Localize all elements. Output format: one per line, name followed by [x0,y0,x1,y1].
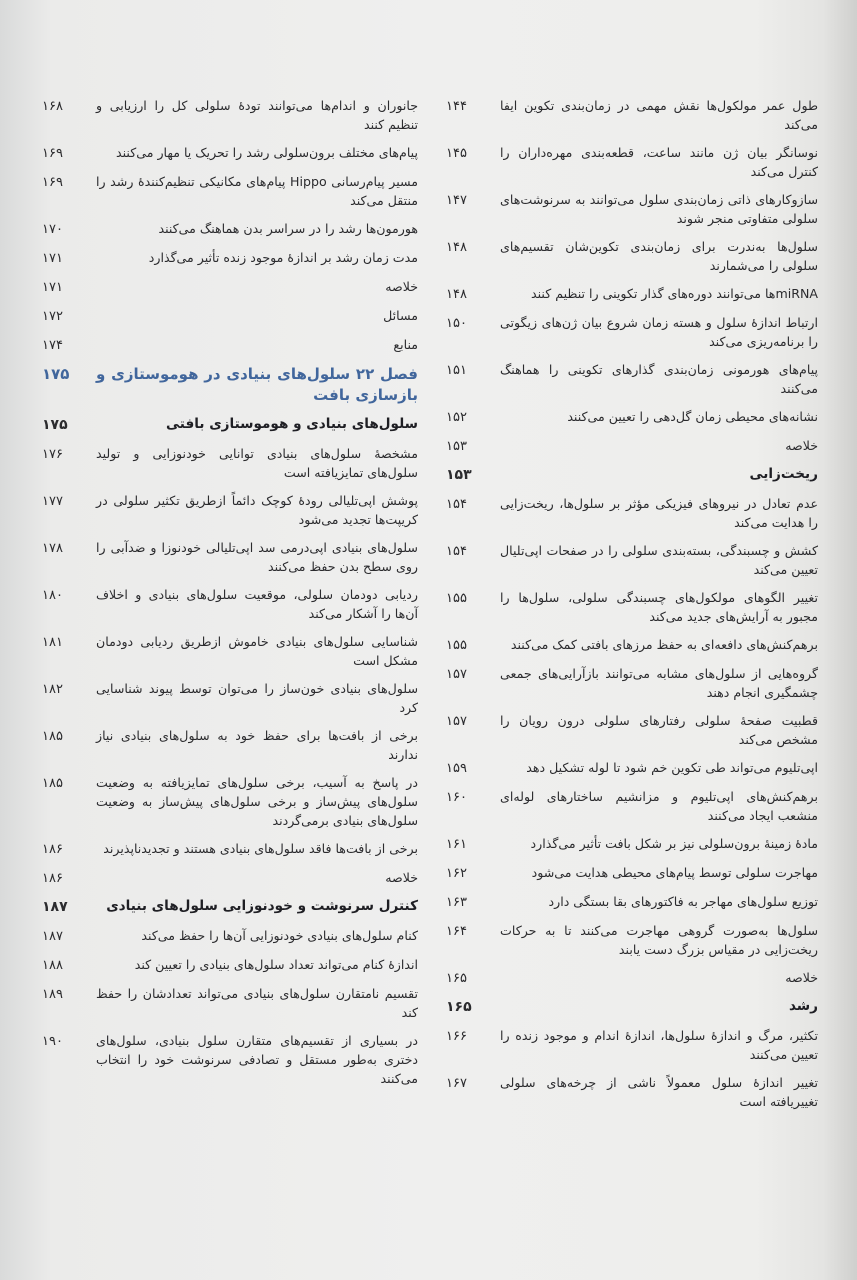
toc-entry-title: ردیابی دودمان سلولی، موقعیت سلول‌های بنیادی و اخلاف آن‌ها را آشکار می‌کند [96,587,418,621]
toc-entry [42,585,418,623]
toc-entry-title: سلول‌های بنیادی اپی‌درمی سد اپی‌تلیالی خودنوزا و ضدآبی را روی سطح بدن حفظ می‌کنند [96,540,418,574]
toc-page-number: ۱۸۶ [42,871,63,886]
toc-entry-title: تکثیر، مرگ و اندازهٔ سلول‌ها، اندازهٔ اندام و موجود زنده را تعیین می‌کنند [500,1028,818,1062]
toc-entry-title: نوسانگر بیان ژن مانند ساعت، قطعه‌بندی مهره‌داران را کنترل می‌کند [500,145,818,179]
toc-entry-title: پیام‌های مختلف برون‌سلولی رشد را تحریک یا مهار می‌کنند [116,145,418,160]
toc-entry [446,237,818,275]
toc-page-number: ۱۶۲ [446,866,467,881]
toc-entry [446,664,818,702]
toc-page-number: ۱۶۷ [446,1076,467,1091]
toc-entry-title: نشانه‌های محیطی زمان گل‌دهی را تعیین می‌کنند [567,409,818,424]
toc-entry [446,1026,818,1064]
toc-entry-title: گروه‌هایی از سلول‌های مشابه می‌توانند بازآرایی‌های جمعی چشمگیری انجام دهند [500,666,818,700]
toc-page-number: ۱۸۷ [42,899,68,915]
toc-entry-title: سلول‌های بنیادی خون‌ساز را می‌توان توسط پیوند شناسایی کرد [96,681,418,715]
toc-entry [446,635,818,655]
toc-page-number: ۱۷۲ [42,309,63,324]
toc-entry-title: طول عمر مولکول‌ها نقش مهمی در زمان‌بندی تکوین ایفا می‌کند [500,98,818,132]
toc-page-number: ۱۸۵ [42,729,63,744]
toc-entry [42,172,418,210]
toc-section-heading [446,465,818,485]
toc-entry [42,773,418,830]
toc-entry [446,758,818,778]
toc-page-number: ۱۷۱ [42,251,63,266]
toc-page-number: ۱۵۴ [446,544,467,559]
toc-page-number: ۱۶۹ [42,146,63,161]
toc-entry-title: تغییر اندازهٔ سلول معمولاً ناشی از چرخه‌های سلولی تغییریافته است [500,1075,818,1109]
toc-entry [42,143,418,163]
toc-entry-title: رشد [788,998,818,1014]
toc-entry [42,538,418,576]
toc-entry [42,1031,418,1088]
toc-chapter-heading [42,364,418,406]
toc-entry-title: مسائل [383,308,418,323]
toc-section-heading [42,415,418,435]
toc-page-number: ۱۵۰ [446,316,467,331]
toc-entry [446,711,818,749]
toc-page-number: ۱۸۱ [42,635,63,650]
toc-entry-title: مسیر پیام‌رسانی Hippo پیام‌های مکانیکی تنظیم‌کنندهٔ رشد را منتقل می‌کند [96,174,418,208]
toc-entry-title: قطبیت صفحهٔ سلولی رفتارهای سلولی درون رویان را مشخص می‌کند [500,713,818,747]
toc-entry-title: مدت زمان رشد بر اندازهٔ موجود زنده تأثیر می‌گذارد [148,250,418,265]
toc-page-number: ۱۷۷ [42,494,63,509]
toc-entry-title: کنترل سرنوشت و خودنوزایی سلول‌های بنیادی [106,898,418,914]
toc-page-number: ۱۵۳ [446,439,467,454]
toc-section-heading [42,897,418,917]
toc-entry [446,863,818,883]
toc-entry-title: کشش و چسبندگی، بسته‌بندی سلولی را در صفحات اپی‌تلیال تعیین می‌کند [500,543,818,577]
toc-entry [42,335,418,355]
toc-entry-title: اندازهٔ کنام می‌تواند تعداد سلول‌های بنیادی را تعیین کند [134,957,418,972]
toc-page-number: ۱۴۷ [446,193,467,208]
toc-page-number: ۱۶۸ [42,99,63,114]
toc-page-number: ۱۵۴ [446,497,467,512]
toc-entry [446,190,818,228]
toc-entry-title: سلول‌های بنیادی و هومو‌ستازی بافتی [166,416,418,432]
toc-entry-title: پوشش اپی‌تلیالی رودهٔ کوچک دائماً ازطریق تکثیر سلولی در کریپت‌ها تجدید می‌شود [96,493,418,527]
toc-page-number: ۱۶۶ [446,1029,467,1044]
toc-entry [446,313,818,351]
toc-section-heading [446,997,818,1017]
toc-entry [42,679,418,717]
toc-page-number: ۱۷۸ [42,541,63,556]
toc-column-left [42,96,418,1097]
toc-page-number: ۱۵۵ [446,638,467,653]
toc-page-number: ۱۷۰ [42,222,63,237]
toc-entry [42,984,418,1022]
toc-page-number: ۱۶۵ [446,999,472,1015]
toc-page-number: ۱۶۳ [446,895,467,910]
toc-page-number: ۱۵۱ [446,363,467,378]
toc-entry-title: هورمون‌ها رشد را در سراسر بدن هماهنگ می‌کنند [158,221,418,236]
toc-entry-title: برهم‌کنش‌های دافعه‌ای به حفظ مرزهای بافتی کمک می‌کنند [510,637,818,652]
toc-page-number: ۱۸۶ [42,842,63,857]
toc-page-number: ۱۸۹ [42,987,63,1002]
toc-entry-title: کنام سلول‌های بنیادی خودنوزایی آن‌ها را حفظ می‌کند [141,928,418,943]
toc-entry-title: اپی‌تلیوم می‌تواند طی تکوین خم شود تا لوله تشکیل دهد [526,760,818,775]
toc-entry-title: miRNAها می‌توانند دوره‌های گذار تکوینی را تنظیم کنند [531,286,818,301]
toc-page-number: ۱۷۶ [42,447,63,462]
toc-entry-title: سازوکارهای ذاتی زمان‌بندی سلول می‌توانند به سرنوشت‌های سلولی متفاوتی منجر شوند [500,192,818,226]
toc-entry-title: ریخت‌زایی [749,466,818,482]
toc-page-number: ۱۷۴ [42,338,63,353]
toc-entry-title: در پاسخ به آسیب، برخی سلول‌های تمایزیافته به وضعیت سلول‌های پیش‌ساز و برخی سلول‌های پیش‌ساز به وضعیت سلول‌های بنیادی برمی‌گردند [96,775,418,828]
toc-page-number: ۱۸۵ [42,776,63,791]
toc-entry-title: خلاصه [385,870,418,885]
toc-page-number: ۱۴۸ [446,287,467,302]
toc-entry-title: خلاصه [385,279,418,294]
toc-entry-title: برهم‌کنش‌های اپی‌تلیوم و مزانشیم ساختارهای لوله‌ای منشعب ایجاد می‌کنند [500,789,818,823]
toc-entry [446,968,818,988]
toc-entry [446,892,818,912]
toc-entry [446,787,818,825]
toc-entry-title: مهاجرت سلولی توسط پیام‌های محیطی هدایت می‌شود [531,865,818,880]
toc-entry [42,248,418,268]
toc-entry-title: پیام‌های هورمونی زمان‌بندی گذارهای تکوینی را هماهنگ می‌کنند [500,362,818,396]
toc-entry-title: شناسایی سلول‌های بنیادی خاموش ازطریق ردیابی دودمان مشکل است [96,634,418,668]
toc-entry [446,360,818,398]
toc-entry [446,1073,818,1111]
toc-page-number: ۱۵۷ [446,667,467,682]
toc-page-number: ۱۵۳ [446,467,472,483]
toc-entry-title: سلول‌ها به‌صورت گروهی مهاجرت می‌کنند تا به حرکات ریخت‌زایی در مقیاس بزرگ دست یابند [500,923,818,957]
toc-page-number: ۱۶۹ [42,175,63,190]
toc-entry-title: تغییر الگوهای مولکول‌های چسبندگی سلولی، سلول‌ها را مجبور به آرایش‌های جدید می‌کند [500,590,818,624]
toc-entry [446,436,818,456]
toc-page-number: ۱۸۲ [42,682,63,697]
toc-entry-title: سلول‌ها به‌ندرت برای زمان‌بندی تکوین‌شان تقسیم‌های سلولی را می‌شمارند [500,239,818,273]
toc-entry [446,588,818,626]
toc-page-number: ۱۵۷ [446,714,467,729]
toc-entry-title: برخی از بافت‌ها فاقد سلول‌های بنیادی هستند و تجدیدناپذیرند [103,841,418,856]
toc-entry-title: در بسیاری از تقسیم‌های متقارن سلول بنیادی، سلول‌های دختری به‌طور مستقل و تصادفی سرنوشت خود را انتخاب می‌کنند [96,1033,418,1086]
toc-entry [42,726,418,764]
toc-page-number: ۱۵۵ [446,591,467,606]
toc-entry-title: فصل ۲۲ سلول‌های بنیادی در هومو‌ستازی و بازسازی بافت [96,365,418,404]
toc-entry-title: خلاصه [785,438,818,453]
toc-entry-title: ارتباط اندازهٔ سلول و هسته زمان شروع بیان ژن‌های زیگوتی را برنامه‌ریزی می‌کند [500,315,818,349]
toc-entry-title: مشخصهٔ سلول‌های بنیادی توانایی خودنوزایی و تولید سلول‌های تمایزیافته است [96,446,418,480]
toc-entry [42,306,418,326]
toc-entry [42,955,418,975]
toc-entry-title: تقسیم نامتقارن سلول‌های بنیادی می‌تواند تعدادشان را حفظ کند [96,986,418,1020]
toc-page-number: ۱۴۴ [446,99,467,114]
toc-page-number: ۱۶۵ [446,971,467,986]
toc-entry [446,284,818,304]
toc-page-number: ۱۷۱ [42,280,63,295]
toc-entry-title: جانوران و اندام‌ها می‌توانند تودهٔ سلولی کل را ارزیابی و تنظیم کنند [96,98,418,132]
toc-page-number: ۱۶۴ [446,924,467,939]
toc-page-number: ۱۶۱ [446,837,467,852]
toc-page-number: ۱۸۸ [42,958,63,973]
toc-entry-title: خلاصه [785,970,818,985]
toc-entry-title: توزیع سلول‌های مهاجر به فاکتورهای بقا بستگی دارد [548,894,818,909]
toc-page-number: ۱۹۰ [42,1034,63,1049]
toc-page-number: ۱۸۷ [42,929,63,944]
toc-entry [42,868,418,888]
toc-page-number: ۱۷۵ [42,365,70,383]
toc-page-number: ۱۸۰ [42,588,63,603]
toc-entry [446,541,818,579]
toc-entry-title: منابع [393,337,418,352]
toc-page-number: ۱۵۹ [446,761,467,776]
toc-entry [42,444,418,482]
toc-entry [446,494,818,532]
toc-entry [446,96,818,134]
toc-page-number: ۱۴۵ [446,146,467,161]
toc-entry [42,926,418,946]
toc-page-number: ۱۵۲ [446,410,467,425]
toc-entry [42,96,418,134]
toc-entry [42,277,418,297]
toc-entry-title: عدم تعادل در نیروهای فیزیکی مؤثر بر سلول‌ها، ریخت‌زایی را هدایت می‌کند [500,496,818,530]
toc-entry [42,839,418,859]
toc-entry [446,921,818,959]
toc-entry [446,143,818,181]
toc-entry [42,219,418,239]
toc-entry [42,632,418,670]
toc-page-number: ۱۶۰ [446,790,467,805]
toc-entry [42,491,418,529]
toc-page-number: ۱۷۵ [42,417,68,433]
toc-entry-title: مادهٔ زمینهٔ برون‌سلولی نیز بر شکل بافت تأثیر می‌گذارد [530,836,818,851]
toc-entry-title: برخی از بافت‌ها برای حفظ خود به سلول‌های بنیادی نیاز ندارند [96,728,418,762]
toc-column-right [446,96,818,1120]
toc-page-number: ۱۴۸ [446,240,467,255]
toc-entry [446,407,818,427]
toc-entry [446,834,818,854]
